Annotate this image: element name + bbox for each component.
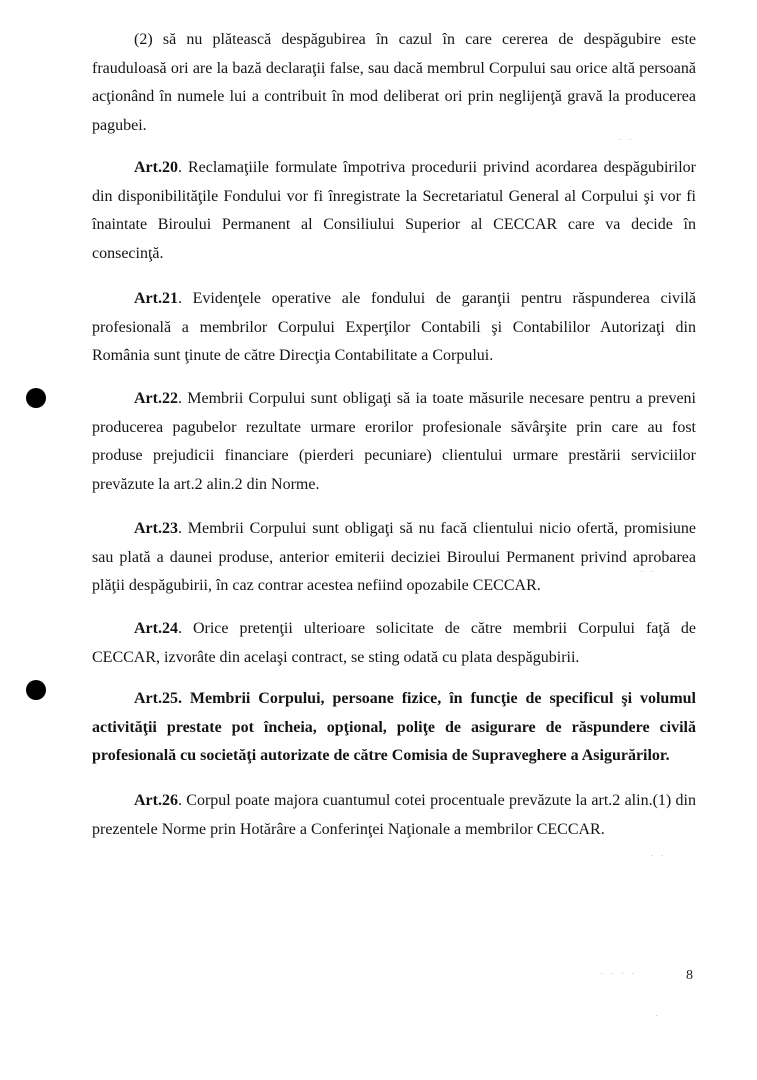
article-label: Art.24 [134,620,178,637]
paragraph-art24 [92,615,696,672]
scan-speck: · [655,1010,661,1022]
article-label: Art.20 [134,159,178,176]
paragraph-text: (2) să nu plătească despăgubirea în cazul în care cererea de despăgubire este frauduloasă ori are la bază declaraţii false, sau dacă membrul Corpului sau orice altă persoană acţionând în numele lui a contribuit în mod deliberat ori prin neglijenţă gravă la producerea pagubei. [92,31,696,134]
article-label: Art.21 [134,290,178,307]
paragraph-art23 [92,515,696,601]
punch-hole-top [26,388,46,408]
paragraph-art20 [92,154,696,268]
paragraph-text: . Membrii Corpului, persoane fizice, în funcţie de specificul şi volumul activităţii prestate pot încheia, opţional, poliţe de asigurare de răspundere civilă profesională cu societăţi autorizate de către Comisia de Supraveghere a Asigurărilor. [92,690,696,764]
scan-speck: · · [618,134,635,146]
paragraph-text: . Membrii Corpului sunt obligaţi să ia toate măsurile necesare pentru a preveni producerea pagubelor rezultate urmare erorilor profesionale săvârşite prin care au fost produse prejudicii financiare (pierderi pecuniare) clientului urmare prestării serviciilor prevăzute la art.2 alin.2 din Norme. [92,390,696,493]
paragraph-art26 [92,787,696,844]
article-label: Art.25 [134,690,178,707]
paragraph-art25 [92,685,696,771]
article-label: Art.26 [134,792,178,809]
paragraph-text: . Membrii Corpului sunt obligaţi să nu facă clientului nicio ofertă, promisiune sau plată a daunei produse, anterior emiterii deciziei Biroului Permanent privind aprobarea plăţii despăgubirii, în caz contrar acestea nefiind opozabile CECCAR. [92,520,696,594]
scan-speck: · · [640,566,657,578]
paragraph-text: . Corpul poate majora cuantumul cotei procentuale prevăzute la art.2 alin.(1) din prezentele Norme prin Hotărâre a Conferinţei Naţionale a membrilor CECCAR. [92,792,696,838]
paragraph-text: . Orice pretenţii ulterioare solicitate de către membrii Corpului faţă de CECCAR, izvorâte din acelaşi contract, se sting odată cu plata despăgubirii. [92,620,696,666]
paragraph-text: . Evidenţele operative ale fondului de garanţii pentru răspunderea civilă profesională a membrilor Corpului Experţilor Contabili şi Contabililor Autorizaţi din România sunt ţinute de către Direcţia Contabilitate a Corpului. [92,290,696,364]
page-number: 8 [686,968,693,983]
punch-hole-bottom [26,680,46,700]
scan-speck: · · · · [600,968,637,980]
paragraph-alin2 [92,26,696,140]
scan-speck: · · [650,850,667,862]
article-label: Art.22 [134,390,178,407]
article-label: Art.23 [134,520,178,537]
paragraph-text: . Reclamaţiile formulate împotriva procedurii privind acordarea despăgubirilor din disponibilităţile Fondului vor fi înregistrate la Secretariatul General al Corpului şi vor fi înaintate Biroului Permanent al Consiliului Superior al CECCAR care va decide în consecinţă. [92,159,696,262]
paragraph-art22 [92,385,696,499]
paragraph-art21 [92,285,696,371]
